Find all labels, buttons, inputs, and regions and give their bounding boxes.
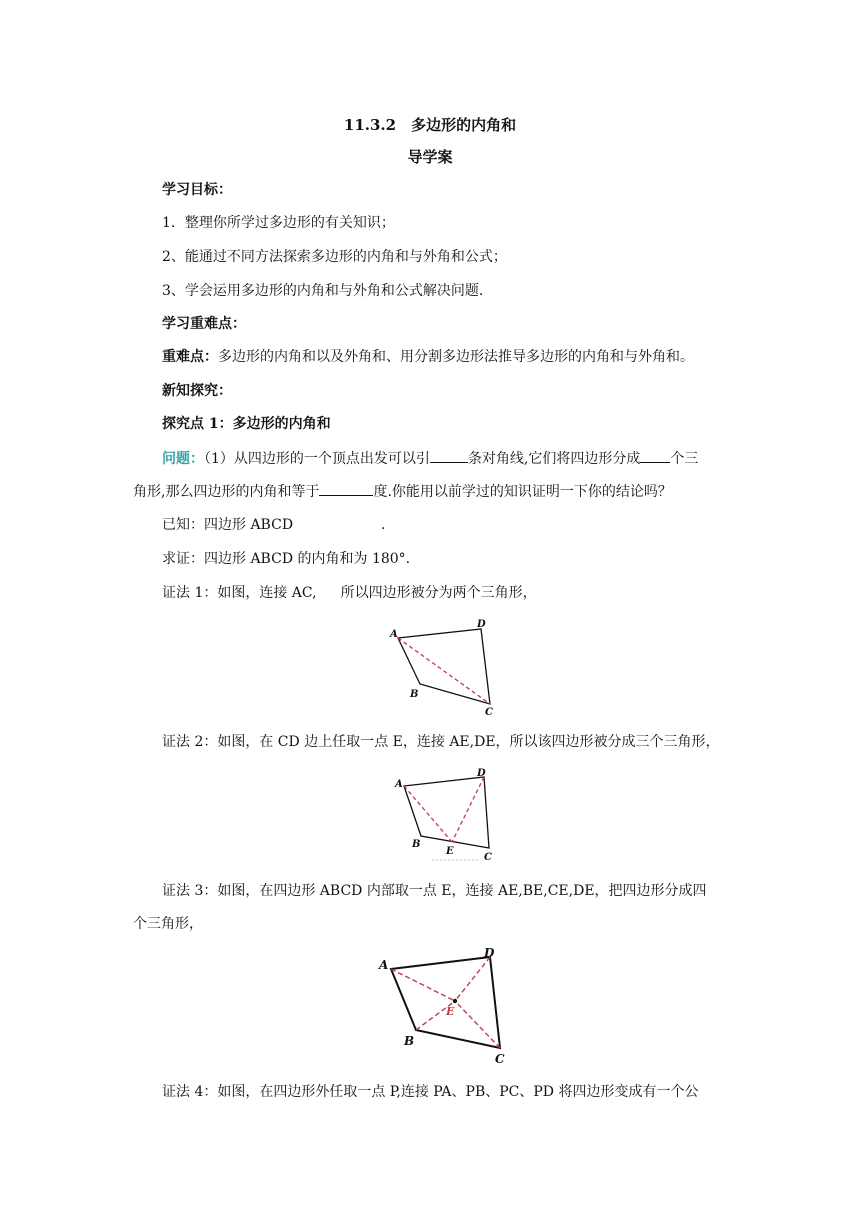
method3-line-1: 证法 3：如图，在四边形 ABCD 内部取一点 E，连接 AE,BE,CE,DE，把四边形分成四 [162, 883, 707, 899]
label-c: C [484, 852, 492, 863]
label-c: C [495, 1052, 505, 1066]
doc-subtitle: 导学案 [407, 148, 453, 166]
question-label: 问题： [162, 451, 204, 467]
point1-heading: 探究点 1：多边形的内角和 [162, 416, 331, 432]
label-c: C [485, 707, 493, 718]
given-line [162, 515, 386, 535]
segment-ae [391, 969, 455, 1001]
label-d: D [484, 946, 495, 960]
label-d: D [477, 619, 486, 630]
goals-heading: 学习目标： [162, 182, 232, 198]
figure-1-quadrilateral [385, 615, 505, 719]
method3-line-2: 个三角形， [133, 916, 203, 932]
label-a: A [395, 779, 403, 790]
method4-line: 证法 4：如图，在四边形外任取一点 P,连接 PA、PB、PC、PD 将四边形变成有一个公 [162, 1084, 699, 1100]
method1-line [162, 583, 537, 603]
prove-line: 求证：四边形 ABCD 的内角和为 180°. [162, 551, 411, 567]
segment-de [455, 957, 490, 1001]
label-b: B [404, 1034, 415, 1048]
method1-b: 所以四边形被分为两个三角形， [340, 585, 537, 601]
key-paragraph [162, 347, 694, 367]
figure-2-quadrilateral [390, 765, 510, 865]
segment-ce [455, 1001, 500, 1048]
label-b: B [410, 689, 419, 700]
method2-line: 证法 2：如图，在 CD 边上任取一点 E，连接 AE,DE，所以该四边形被分成三个三角形， [162, 734, 720, 750]
question-line2-part1: 角形,那么四边形的内角和等于 [133, 484, 320, 500]
label-b: B [412, 839, 421, 850]
key-text: 多边形的内角和以及外角和、用分割多边形法推导多边形的内角和与外角和。 [218, 349, 694, 365]
given-dot: . [381, 517, 386, 533]
point-e [453, 999, 457, 1003]
key-label: 重难点： [162, 349, 218, 365]
segment-de [452, 777, 484, 842]
doc-title: 11.3.2 多边形的内角和 [343, 116, 517, 134]
goal-item: 3、学会运用多边形的内角和与外角和公式解决问题. [162, 283, 484, 299]
answer-blank[interactable] [319, 481, 373, 496]
goal-item: 2、能通过不同方法探索多边形的内角和与外角和公式； [162, 249, 507, 265]
key-heading: 学习重难点： [162, 316, 246, 332]
quadrilateral-outline [404, 777, 489, 848]
segment-ae [404, 786, 452, 842]
method1-a: 证法 1：如图，连接 AC, [162, 585, 317, 601]
label-e: E [446, 1005, 455, 1018]
answer-blank[interactable] [640, 448, 670, 463]
label-a: A [379, 958, 389, 972]
given-text: 已知：四边形 ABCD [162, 517, 294, 533]
question-part3: 个三 [670, 451, 699, 467]
answer-blank[interactable] [430, 448, 468, 463]
question-line2-part2: 度.你能用以前学过的知识证明一下你的结论吗？ [373, 484, 672, 500]
label-e: E [446, 846, 454, 857]
question-part2: 条对角线,它们将四边形分成 [467, 451, 641, 467]
figure-3-quadrilateral [375, 945, 515, 1070]
question-line-2 [133, 481, 672, 502]
label-a: A [390, 629, 398, 640]
question-line-1 [162, 448, 698, 469]
question-part1: （1）从四边形的一个顶点出发可以引 [204, 451, 430, 467]
explore-heading: 新知探究： [162, 383, 232, 399]
label-d: D [477, 768, 486, 779]
goal-item: 1．整理你所学过多边形的有关知识； [162, 215, 395, 231]
